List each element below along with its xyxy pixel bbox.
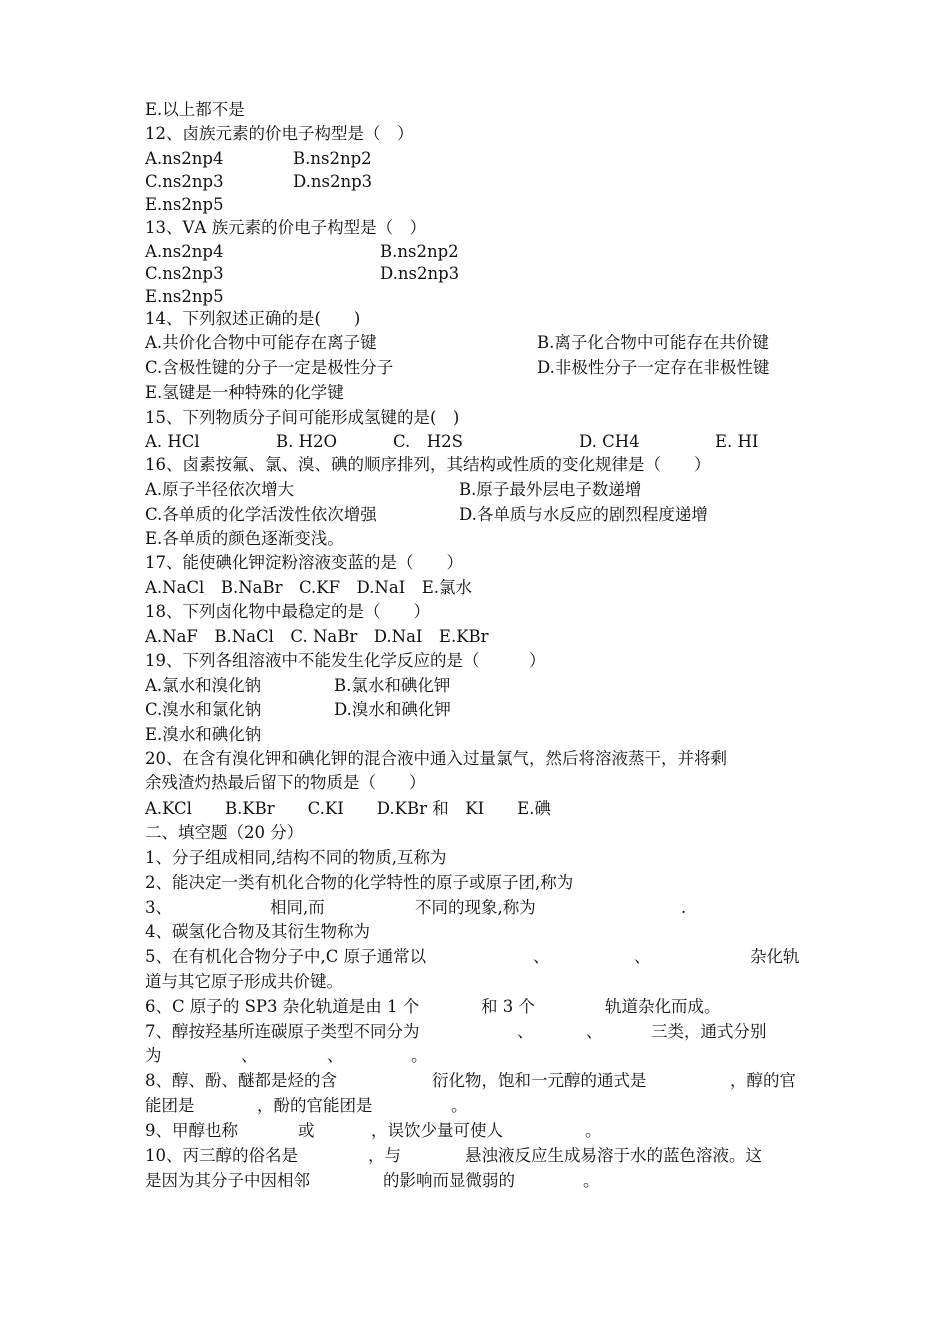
option-text: A.ns2np4 bbox=[145, 242, 224, 261]
fill-text: 、 bbox=[241, 1046, 258, 1065]
option-text: C.各单质的化学活泼性依次增强 bbox=[145, 505, 377, 524]
question-19: 19、下列各组溶液中不能发生化学反应的是（ ） bbox=[145, 651, 546, 670]
option-text: A.NaF B.NaCl C. NaBr D.NaI E.KBr bbox=[145, 627, 489, 646]
question-18: 18、下列卤化物中最稳定的是（ ） bbox=[145, 602, 430, 621]
option-text: B. H2O bbox=[276, 432, 338, 451]
fill-text: 、 bbox=[533, 947, 550, 966]
option-text: B.ns2np2 bbox=[293, 149, 372, 168]
fill-text: 。 bbox=[583, 1171, 600, 1190]
fill-text: . bbox=[681, 898, 687, 917]
fill-text: 是因为其分子中因相邻 bbox=[145, 1171, 310, 1190]
fill-text: 能团是 bbox=[145, 1096, 195, 1115]
option-text: B.离子化合物中可能存在共价键 bbox=[537, 333, 769, 352]
section-heading: 二、填空题（20 分） bbox=[145, 823, 304, 842]
question-15: 15、下列物质分子间可能形成氢键的是( ) bbox=[145, 408, 460, 427]
fill-text: 为 bbox=[145, 1046, 162, 1065]
option-text: E. HI bbox=[715, 432, 759, 451]
option-text: B.原子最外层电子数递增 bbox=[459, 480, 642, 499]
question-17: 17、能使碘化钾淀粉溶液变蓝的是（ ） bbox=[145, 553, 463, 572]
fill-text: 道与其它原子形成共价键。 bbox=[145, 972, 343, 991]
option-text: A.原子半径依次增大 bbox=[145, 480, 295, 499]
fill-text: 的影响而显微弱的 bbox=[383, 1171, 515, 1190]
option-text: A.氯水和溴化钠 bbox=[145, 676, 262, 695]
fill-text: ，与 bbox=[368, 1146, 401, 1165]
fill-text: ，酚的官能团是 bbox=[257, 1096, 373, 1115]
option-text: A.KCl B.KBr C.KI D.KBr 和 KI E.碘 bbox=[145, 799, 551, 818]
question-20-cont: 余残渣灼热最后留下的物质是（ ） bbox=[145, 773, 426, 792]
fill-text: 、 bbox=[586, 1022, 603, 1041]
question-20: 20、在含有溴化钾和碘化钾的混合液中通入过量氯气，然后将溶液蒸干，并将剩 bbox=[145, 749, 727, 768]
fill-text: 轨道杂化而成。 bbox=[605, 997, 721, 1016]
fill-text: 、 bbox=[517, 1022, 534, 1041]
fill-text: 、 bbox=[327, 1046, 344, 1065]
option-text: B.ns2np2 bbox=[380, 242, 459, 261]
option-text: D.非极性分子一定存在非极性键 bbox=[537, 358, 770, 377]
option-text: E.以上都不是 bbox=[145, 100, 245, 119]
fill-text: 三类，通式分别 bbox=[651, 1022, 767, 1041]
fill-question-4: 4、碳氢化合物及其衍生物称为 bbox=[145, 922, 370, 941]
option-text: A.ns2np4 bbox=[145, 149, 224, 168]
option-text: D.各单质与水反应的剧烈程度递增 bbox=[459, 505, 708, 524]
fill-text: 衍化物，饱和一元醇的通式是 bbox=[432, 1071, 647, 1090]
fill-text: 或 bbox=[298, 1121, 315, 1140]
option-text: D.ns2np3 bbox=[380, 264, 460, 283]
fill-text: 悬浊液反应生成易溶于水的蓝色溶液。这 bbox=[465, 1146, 762, 1165]
fill-question-10: 10、丙三醇的俗名是 bbox=[145, 1146, 298, 1165]
option-text: B.氯水和碘化钾 bbox=[334, 676, 451, 695]
option-text: D. CH4 bbox=[579, 432, 640, 451]
fill-text: 。 bbox=[585, 1121, 602, 1140]
option-text: E.ns2np5 bbox=[145, 287, 224, 306]
fill-text: 。 bbox=[411, 1046, 428, 1065]
fill-question-9: 9、甲醇也称 bbox=[145, 1121, 238, 1140]
option-text: A.共价化合物中可能存在离子键 bbox=[145, 333, 377, 352]
fill-question-8: 8、醇、酚、醚都是烃的含 bbox=[145, 1071, 337, 1090]
fill-question-2: 2、能决定一类有机化合物的化学特性的原子或原子团,称为 bbox=[145, 873, 574, 892]
fill-question-5: 5、在有机化合物分子中,C 原子通常以 bbox=[145, 947, 427, 966]
option-text: E.ns2np5 bbox=[145, 195, 224, 214]
option-text: D.ns2np3 bbox=[293, 172, 373, 191]
fill-text: 相同,而 bbox=[270, 898, 325, 917]
option-text: C.ns2np3 bbox=[145, 264, 224, 283]
fill-question-6: 6、C 原子的 SP3 杂化轨道是由 1 个 bbox=[145, 997, 420, 1016]
fill-question-1: 1、分子组成相同,结构不同的物质,互称为 bbox=[145, 848, 447, 867]
option-text: E.溴水和碘化钠 bbox=[145, 725, 262, 744]
fill-question-3: 3、 bbox=[145, 898, 172, 917]
option-text: E.氢键是一种特殊的化学键 bbox=[145, 383, 344, 402]
fill-text: 和 3 个 bbox=[481, 997, 535, 1016]
question-12: 12、卤族元素的价电子构型是（ ） bbox=[145, 124, 414, 143]
fill-text: 。 bbox=[451, 1096, 468, 1115]
question-14: 14、下列叙述正确的是( ) bbox=[145, 309, 361, 328]
option-text: C.溴水和氯化钠 bbox=[145, 700, 262, 719]
question-16: 16、卤素按氟、氯、溴、碘的顺序排列，其结构或性质的变化规律是（ ） bbox=[145, 455, 711, 474]
option-text: C.含极性键的分子一定是极性分子 bbox=[145, 358, 394, 377]
option-text: D.溴水和碘化钾 bbox=[334, 700, 451, 719]
fill-text: ，误饮少量可使人 bbox=[371, 1121, 503, 1140]
option-text: E.各单质的颜色逐渐变浅。 bbox=[145, 529, 344, 548]
fill-text: 、 bbox=[634, 947, 651, 966]
fill-question-7: 7、醇按羟基所连碳原子类型不同分为 bbox=[145, 1022, 420, 1041]
option-text: C. H2S bbox=[393, 432, 463, 451]
option-text: C.ns2np3 bbox=[145, 172, 224, 191]
fill-text: 不同的现象,称为 bbox=[415, 898, 536, 917]
option-text: A.NaCl B.NaBr C.KF D.NaI E.氯水 bbox=[145, 578, 473, 597]
fill-text: 杂化轨 bbox=[750, 947, 800, 966]
question-13: 13、ⅤA 族元素的价电子构型是（ ） bbox=[145, 218, 427, 237]
option-text: A. HCl bbox=[145, 432, 200, 451]
fill-text: ，醇的官 bbox=[730, 1071, 796, 1090]
